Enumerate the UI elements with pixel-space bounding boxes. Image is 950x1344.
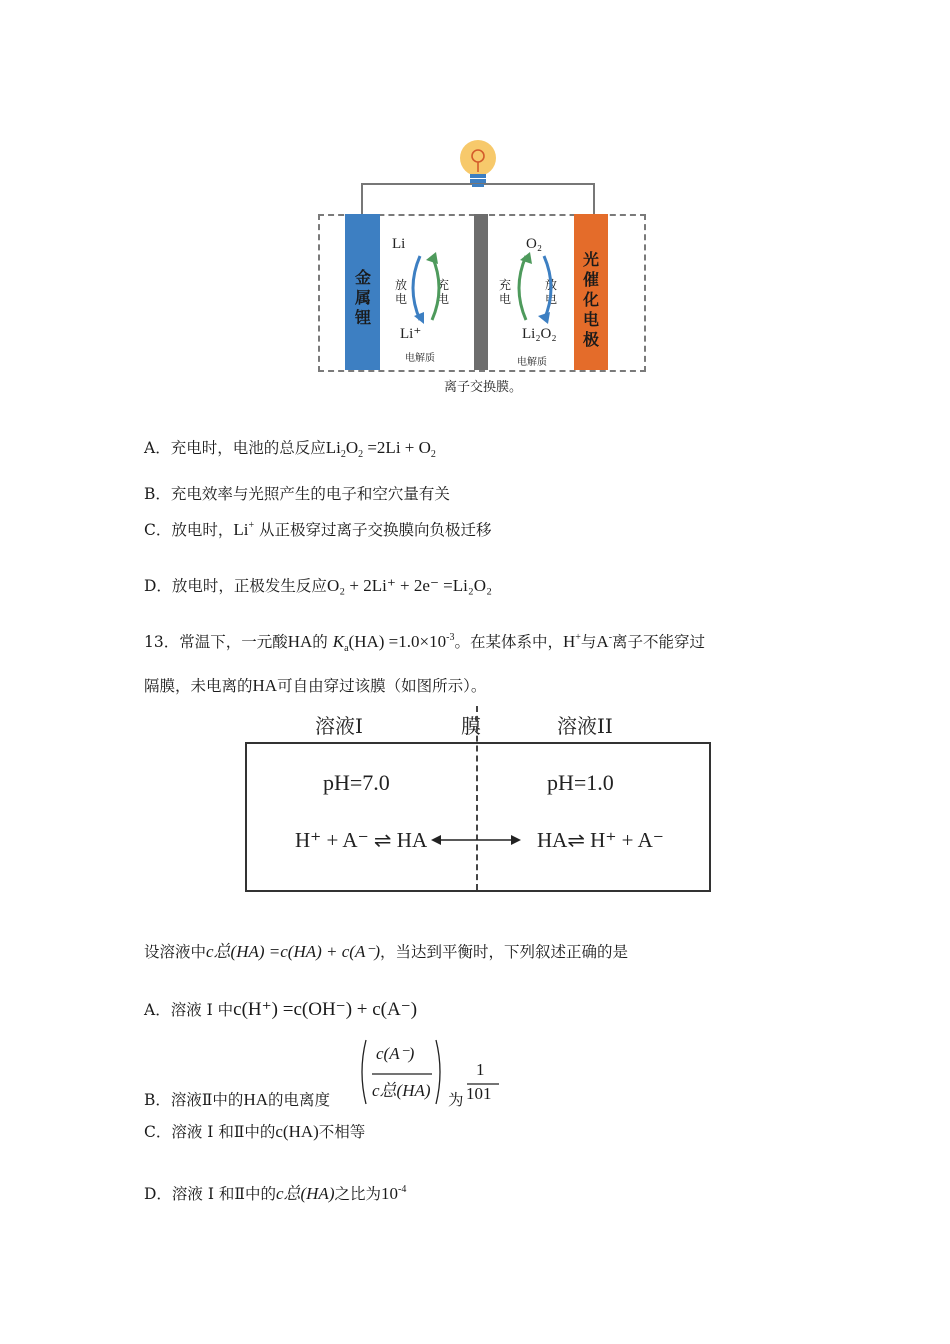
solution-2-title: 溶液II (557, 714, 613, 738)
q13-b-text2: 的电离度 (268, 1091, 331, 1109)
q12-a-text: A．充电时，电池的总反应 (144, 439, 326, 457)
q12-d-text: D．放电时，正极发生反应 (144, 577, 327, 595)
ion-exchange-membrane (474, 214, 488, 370)
q13-l1-ha: HA (287, 632, 313, 651)
right-charge-label: 充电 (498, 278, 511, 306)
q13-a-ion-sup: - (608, 632, 613, 643)
q13-d-exp: -4 (398, 1184, 407, 1195)
q12-option-c (144, 514, 492, 542)
q12-a-eq-sub1: 2 (340, 449, 346, 460)
double-arrow-icon (431, 832, 521, 848)
q13-ka: K (332, 632, 345, 651)
q13-ka-value: (HA) =1.0×10 (348, 632, 447, 651)
q13-option-d (144, 1178, 406, 1206)
q12-a-eq-rhs: =2Li + O (363, 438, 431, 457)
species-li: Li (392, 236, 406, 252)
q13-b-value-num: 1 (476, 1060, 485, 1079)
q12-c-text2: 从正极穿过离子交换膜向负极迁移 (254, 521, 492, 539)
q13-d-text2: 之比为 (334, 1185, 381, 1203)
q13-b-ha: HA (243, 1090, 268, 1109)
q13-ka-exp: -3 (446, 632, 455, 643)
q12-c-text1: C．放电时， (144, 521, 234, 539)
q13-a-text: A．溶液 I 中 (144, 1001, 234, 1019)
q13-b-for: 为 (448, 1091, 464, 1109)
q13-stem-line1 (144, 626, 705, 661)
q13-l2-a: 隔膜，未电离的 (144, 677, 253, 695)
q13-c-text2: 不相等 (318, 1123, 366, 1141)
membrane-caption: 离子交换膜。 (444, 380, 523, 395)
q12-a-eq-o: O (345, 438, 359, 457)
q13-b-ionization-fraction (358, 1038, 444, 1106)
q12-a-eq-sub2: 2 (358, 449, 364, 460)
q13-setup-b: ，当达到平衡时，下列叙述正确的是 (380, 943, 629, 961)
q13-option-c (144, 1120, 365, 1144)
left-cycle-arrows (406, 250, 446, 330)
q12-c-ion: Li (233, 520, 249, 539)
q13-option-a (144, 998, 417, 1022)
q12-a-eq-sub3: 2 (430, 449, 436, 460)
left-charge-label: 充电 (436, 278, 449, 306)
solution-2-equilibrium: HA⇌ H⁺ + A⁻ (537, 828, 664, 852)
q13-l1-e: 离子不能穿过 (612, 633, 706, 651)
solution-box (245, 742, 711, 892)
q12-d-equation: O₂ + 2Li⁺ + 2e⁻ =Li₂O₂ (326, 576, 492, 595)
q13-d-equation: c总(HA) (275, 1184, 335, 1203)
q13-b-numerator: c(A⁻) (376, 1044, 415, 1063)
solution-2-ph: pH=1.0 (547, 770, 614, 795)
q13-b-value-den: 101 (466, 1084, 492, 1103)
negative-electrode-label: 金属锂 (354, 268, 371, 327)
right-discharge-label: 放电 (544, 278, 557, 306)
positive-electrode-label: 光催化电极 (582, 250, 599, 349)
membrane-title: 膜 (461, 714, 481, 738)
solution-1-title: 溶液I (315, 714, 363, 738)
q13-a-equation: c(H⁺) =c(OH⁻) + c(A⁻) (233, 999, 418, 1020)
q13-h-sup: + (575, 632, 581, 643)
q12-option-b: B．充电效率与光照产生的电子和空穴量有关 (144, 485, 450, 503)
q13-d-text: D．溶液 I 和Ⅱ中的 (144, 1185, 276, 1203)
q12-c-ion-sup: + (248, 520, 255, 531)
q13-l1-a: 13．常温下，一元酸 (144, 633, 288, 651)
q12-a-eq-li: Li (325, 438, 341, 457)
solution-1-ph: pH=7.0 (323, 770, 390, 795)
q13-d-value: 10 (381, 1184, 398, 1203)
q13-a-ion: A (596, 632, 609, 651)
right-electrolyte-label: 电解质 (517, 357, 547, 368)
q13-l2-ha: HA (252, 676, 278, 695)
q13-l1-c: 。在某体系中， (454, 633, 563, 651)
q13-l1-d: 与 (580, 633, 597, 651)
species-li-ion: Li⁺ (400, 326, 422, 342)
q13-l1-b: 的 (312, 633, 328, 651)
q13-c-text: C．溶液 I 和Ⅱ中的 (144, 1123, 276, 1141)
q13-setup-equation: c总(HA) =c(HA) + c(A⁻) (206, 942, 380, 961)
q13-option-b (144, 1088, 330, 1112)
light-bulb-icon (460, 140, 496, 187)
left-discharge-label: 放电 (394, 278, 407, 306)
species-li2o2: Li₂O₂ (522, 326, 557, 342)
membrane-divider (476, 706, 478, 890)
q12-option-d (144, 574, 492, 598)
q13-h: H (562, 632, 576, 651)
membrane-figure (245, 706, 715, 898)
q13-ka-sub: a (344, 643, 349, 654)
q13-stem-line2 (144, 674, 486, 698)
q13-b-denominator: c总(HA) (372, 1081, 431, 1100)
q13-b-value-fraction (466, 1060, 500, 1108)
q13-setup (144, 940, 628, 964)
solution-1-equilibrium: H⁺ + A⁻ ⇌ HA (295, 828, 428, 852)
battery-figure (312, 128, 700, 400)
left-electrolyte-label: 电解质 (405, 353, 435, 364)
right-cycle-arrows (508, 250, 562, 330)
q13-b-text: B．溶液Ⅱ中的 (144, 1091, 244, 1109)
species-o2: O₂ (526, 236, 543, 252)
q13-l2-b: 可自由穿过该膜（如图所示）。 (277, 677, 487, 695)
q13-setup-a: 设溶液中 (144, 943, 207, 961)
q13-c-equation: c(HA) (275, 1122, 319, 1141)
q12-option-a (144, 436, 436, 467)
